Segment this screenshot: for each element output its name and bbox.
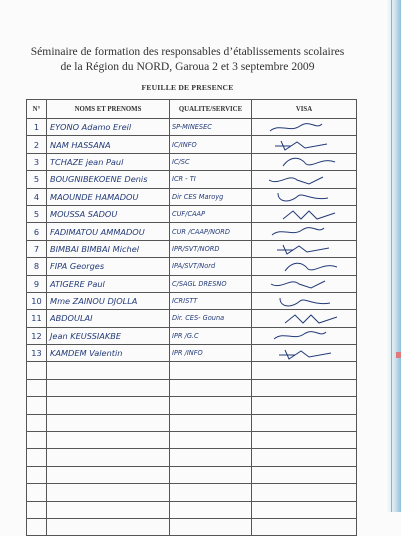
empty-cell	[47, 379, 170, 396]
table-row	[27, 310, 357, 327]
table-row	[27, 258, 357, 275]
column-header-name: NOMS ET PRENOMS	[47, 100, 170, 119]
empty-cell	[170, 414, 252, 431]
attendee-qualite: CUF/CAAP	[170, 205, 252, 222]
table-row	[27, 345, 357, 362]
empty-cell	[252, 397, 357, 414]
row-number: 10	[27, 292, 47, 309]
empty-cell	[170, 518, 252, 535]
empty-cell	[47, 397, 170, 414]
attendee-qualite: CUR /CAAP/NORD	[170, 223, 252, 240]
visa-cell	[252, 205, 357, 222]
visa-cell	[252, 327, 357, 344]
empty-table-row	[27, 397, 357, 414]
empty-cell	[47, 466, 170, 483]
attendee-qualite: C/SAGL DRESNO	[170, 275, 252, 292]
page-edge-shadow	[387, 0, 401, 512]
attendee-name: ATIGERE Paul	[47, 275, 170, 292]
attendee-qualite: Dir CES Maroyg	[170, 188, 252, 205]
visa-cell	[252, 240, 357, 257]
empty-cell	[27, 518, 47, 535]
document-subtitle: FEUILLE DE PRESENCE	[141, 83, 234, 92]
title-line-1: Séminaire de formation des responsables d’établissements scolaires	[30, 45, 345, 58]
empty-table-row	[27, 414, 357, 431]
visa-cell	[252, 153, 357, 170]
handwritten-signature	[265, 172, 325, 187]
empty-cell	[27, 362, 47, 379]
handwritten-signature	[281, 311, 341, 326]
empty-cell	[47, 518, 170, 535]
visa-cell	[252, 310, 357, 327]
attendee-qualite: IPR/SVT/NORD	[170, 240, 252, 257]
empty-cell	[252, 518, 357, 535]
attendee-qualite: ICR - TI	[170, 171, 252, 188]
row-number: 4	[27, 188, 47, 205]
empty-cell	[27, 484, 47, 501]
attendee-name: TCHAZE jean Paul	[47, 153, 170, 170]
empty-cell	[252, 362, 357, 379]
column-header-qualite: QUALITE/SERVICE	[170, 100, 252, 119]
empty-cell	[47, 362, 170, 379]
handwritten-signature	[264, 120, 324, 135]
handwritten-signature	[266, 224, 326, 239]
row-number: 2	[27, 136, 47, 153]
row-number: 1	[27, 119, 47, 136]
attendee-name: Jean KEUSSIAKBE	[47, 327, 170, 344]
row-number: 5	[27, 205, 47, 222]
handwritten-signature	[272, 189, 332, 204]
empty-cell	[170, 466, 252, 483]
handwritten-signature	[275, 346, 335, 361]
empty-cell	[170, 397, 252, 414]
attendee-name: MAOUNDE HAMADOU	[47, 188, 170, 205]
empty-cell	[252, 466, 357, 483]
table-row	[27, 136, 357, 153]
empty-cell	[170, 362, 252, 379]
visa-cell	[252, 188, 357, 205]
attendee-qualite: IPA/SVT/Nord	[170, 258, 252, 275]
empty-cell	[252, 484, 357, 501]
table-row	[27, 223, 357, 240]
empty-cell	[27, 432, 47, 449]
table-row	[27, 275, 357, 292]
handwritten-signature	[278, 154, 338, 169]
attendee-name: KAMDEM Valentin	[47, 345, 170, 362]
empty-table-row	[27, 379, 357, 396]
attendee-qualite: IC/INFO	[170, 136, 252, 153]
empty-cell	[47, 414, 170, 431]
visa-cell	[252, 275, 357, 292]
attendee-name: ABDOULAI	[47, 310, 170, 327]
attendee-name: NAM HASSANA	[47, 136, 170, 153]
empty-cell	[27, 449, 47, 466]
visa-cell	[252, 136, 357, 153]
empty-cell	[252, 414, 357, 431]
table-row	[27, 205, 357, 222]
empty-table-row	[27, 432, 357, 449]
empty-cell	[27, 466, 47, 483]
empty-cell	[252, 449, 357, 466]
row-number: 13	[27, 345, 47, 362]
attendee-qualite: IC/SC	[170, 153, 252, 170]
table-header-row	[27, 100, 357, 119]
empty-cell	[47, 484, 170, 501]
handwritten-signature	[274, 294, 334, 309]
visa-cell	[252, 171, 357, 188]
empty-cell	[27, 414, 47, 431]
empty-cell	[47, 501, 170, 518]
row-number: 12	[27, 327, 47, 344]
table-row	[27, 119, 357, 136]
attendee-qualite: ICRISTT	[170, 292, 252, 309]
handwritten-signature	[280, 259, 340, 274]
attendee-qualite: IPR /G.C	[170, 327, 252, 344]
table-row	[27, 188, 357, 205]
empty-table-row	[27, 501, 357, 518]
empty-cell	[252, 432, 357, 449]
red-edge-mark	[396, 352, 401, 358]
column-header-visa: VISA	[252, 100, 357, 119]
handwritten-signature	[279, 207, 339, 222]
empty-table-row	[27, 466, 357, 483]
attendee-name: FIPA Georges	[47, 258, 170, 275]
empty-cell	[170, 379, 252, 396]
empty-cell	[27, 501, 47, 518]
empty-cell	[170, 484, 252, 501]
attendee-name: EYONO Adamo Ereil	[47, 119, 170, 136]
attendance-table	[26, 99, 357, 536]
table-row	[27, 240, 357, 257]
empty-cell	[27, 397, 47, 414]
visa-cell	[252, 292, 357, 309]
attendee-name: MOUSSA SADOU	[47, 205, 170, 222]
empty-cell	[47, 449, 170, 466]
visa-cell	[252, 345, 357, 362]
empty-table-row	[27, 518, 357, 535]
row-number: 5	[27, 171, 47, 188]
empty-cell	[47, 432, 170, 449]
attendee-qualite: IPR /INFO	[170, 345, 252, 362]
empty-cell	[252, 501, 357, 518]
attendee-name: FADIMATOU AMMADOU	[47, 223, 170, 240]
attendee-name: BOUGNIBEKOENE Denis	[47, 171, 170, 188]
handwritten-signature	[268, 328, 328, 343]
attendee-name: BIMBAI BIMBAI Michel	[47, 240, 170, 257]
attendee-qualite: SP-MINESEC	[170, 119, 252, 136]
empty-cell	[170, 449, 252, 466]
row-number: 8	[27, 258, 47, 275]
empty-table-row	[27, 484, 357, 501]
handwritten-signature	[273, 241, 333, 256]
row-number: 3	[27, 153, 47, 170]
handwritten-signature	[267, 276, 327, 291]
attendee-name: Mme ZAINOU DJOLLA	[47, 292, 170, 309]
empty-cell	[170, 432, 252, 449]
row-number: 6	[27, 223, 47, 240]
table-row	[27, 153, 357, 170]
table-row	[27, 327, 357, 344]
attendee-qualite: Dir. CES- Gouna	[170, 310, 252, 327]
empty-cell	[252, 379, 357, 396]
visa-cell	[252, 119, 357, 136]
empty-cell	[27, 379, 47, 396]
handwritten-signature	[271, 137, 331, 152]
row-number: 9	[27, 275, 47, 292]
row-number: 11	[27, 310, 47, 327]
title-line-2: de la Région du NORD, Garoua 2 et 3 septembre 2009	[60, 60, 315, 73]
table-row	[27, 171, 357, 188]
visa-cell	[252, 258, 357, 275]
empty-cell	[170, 501, 252, 518]
row-number: 7	[27, 240, 47, 257]
empty-table-row	[27, 449, 357, 466]
empty-table-row	[27, 362, 357, 379]
page-edge-line	[391, 0, 392, 512]
column-header-number: N°	[27, 100, 47, 119]
visa-cell	[252, 223, 357, 240]
table-row	[27, 292, 357, 309]
